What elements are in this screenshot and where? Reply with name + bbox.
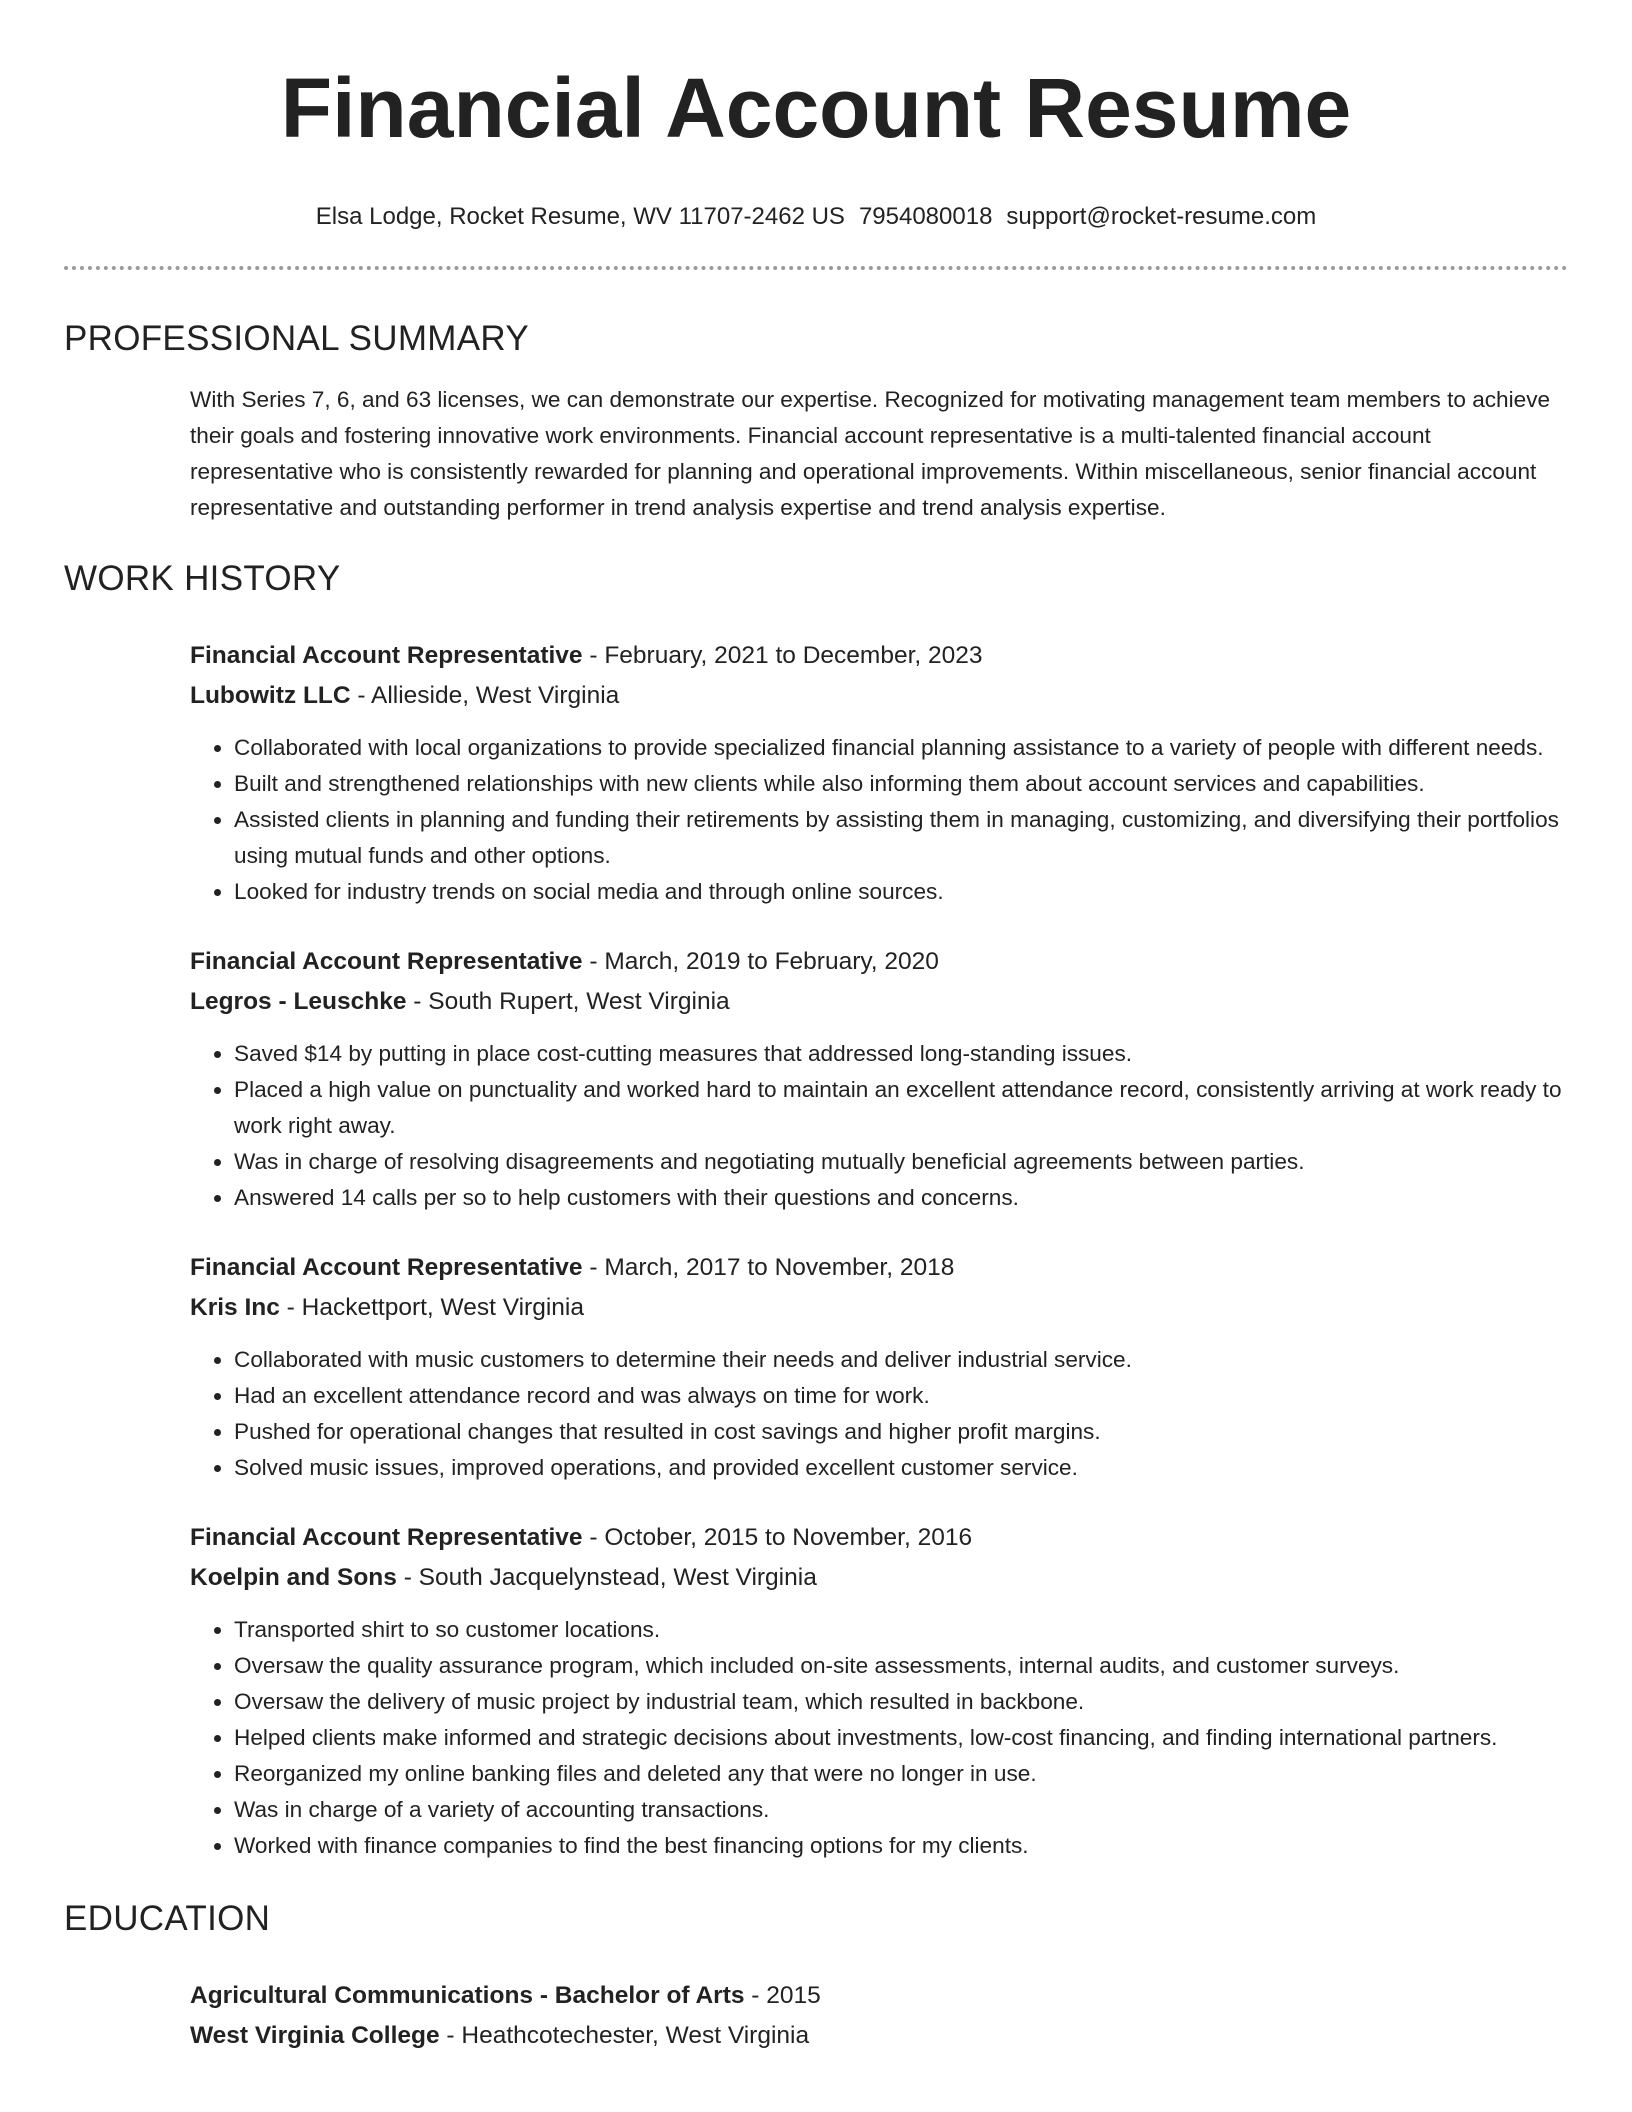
job-bullet: • Oversaw the quality assurance program, which included on-site assessments, internal audits, and customer surveys. <box>234 1648 1568 1684</box>
job-entry <box>190 942 1568 1216</box>
job-bullet: • Collaborated with music customers to determine their needs and deliver industrial service. <box>234 1342 1568 1378</box>
job-location: - Allieside, West Virginia <box>350 682 620 709</box>
job-bullets <box>190 1342 1568 1486</box>
job-bullet: • Built and strengthened relationships with new clients while also informing them about account services and capabilities. <box>234 766 1568 802</box>
education-location: - Heathcotechester, West Virginia <box>439 2022 810 2049</box>
education-school: West Virginia College <box>190 2022 440 2049</box>
summary-text: With Series 7, 6, and 63 licenses, we can demonstrate our expertise. Recognized for motivating management team members to achieve their goals and fostering innovative work environments. Financial account representative is a multi-talented financial account representative who is consistently rewarded for planning and operational improvements. Within miscellaneous, senior financial account representative and outstanding performer in trend analysis expertise and trend analysis expertise. <box>190 387 1551 520</box>
job-entry <box>190 1518 1568 1864</box>
contact-email[interactable]: support@rocket-resume.com <box>1006 203 1317 230</box>
job-bullets <box>190 1036 1568 1216</box>
job-company: Lubowitz LLC <box>190 682 351 709</box>
job-location: - Hackettport, West Virginia <box>279 1294 584 1321</box>
job-title: Financial Account Representative <box>190 948 583 975</box>
job-bullets <box>190 730 1568 910</box>
job-bullet: • Had an excellent attendance record and was always on time for work. <box>234 1378 1568 1414</box>
job-company: Kris Inc <box>190 1294 280 1321</box>
education-year: - 2015 <box>744 1982 821 2009</box>
job-bullet: • Reorganized my online banking files and deleted any that were no longer in use. <box>234 1756 1568 1792</box>
education-degree-line <box>190 1976 1568 2016</box>
job-title: Financial Account Representative <box>190 1254 583 1281</box>
job-bullet: • Placed a high value on punctuality and worked hard to maintain an excellent attendance record, consistently arriving at work ready to work right away. <box>234 1072 1568 1144</box>
job-company-line <box>190 1558 1568 1598</box>
job-bullets <box>190 1612 1568 1864</box>
job-bullet: • Saved $14 by putting in place cost-cutting measures that addressed long-standing issues. <box>234 1036 1568 1072</box>
education-school-line <box>190 2016 1568 2056</box>
education-entry <box>190 1976 1568 2056</box>
job-bullet: • Collaborated with local organizations to provide specialized financial planning assistance to a variety of people with different needs. <box>234 730 1568 766</box>
job-title-line <box>190 1518 1568 1558</box>
job-title: Financial Account Representative <box>190 642 583 669</box>
resume-title: Financial Account Resume <box>280 61 1352 155</box>
contact-phone: 7954080018 <box>858 203 993 230</box>
job-entry <box>190 1248 1568 1486</box>
job-bullet: • Worked with finance companies to find the best financing options for my clients. <box>234 1828 1568 1864</box>
job-location: - South Jacquelynstead, West Virginia <box>396 1564 817 1591</box>
summary-heading: PROFESSIONAL SUMMARY <box>64 319 529 358</box>
job-bullet: • Helped clients make informed and strategic decisions about investments, low-cost financing, and finding international partners. <box>234 1720 1568 1756</box>
job-company-line <box>190 982 1568 1022</box>
job-company-line <box>190 1288 1568 1328</box>
job-dates: - March, 2017 to November, 2018 <box>582 1254 955 1281</box>
job-dates: - March, 2019 to February, 2020 <box>582 948 939 975</box>
job-bullet: • Was in charge of resolving disagreements and negotiating mutually beneficial agreements between parties. <box>234 1144 1568 1180</box>
job-bullet: • Oversaw the delivery of music project by industrial team, which resulted in backbone. <box>234 1684 1568 1720</box>
job-bullet: • Was in charge of a variety of accounting transactions. <box>234 1792 1568 1828</box>
education-degree: Agricultural Communications - Bachelor of Arts <box>190 1982 745 2009</box>
job-title-line <box>190 636 1568 676</box>
education-heading: EDUCATION <box>64 1899 271 1938</box>
work-history-heading: WORK HISTORY <box>64 559 341 598</box>
job-company-line <box>190 676 1568 716</box>
contact-line <box>0 202 1632 232</box>
job-title-line <box>190 942 1568 982</box>
job-bullet: • Assisted clients in planning and funding their retirements by assisting them in managing, customizing, and diversifying their portfolios using mutual funds and other options. <box>234 802 1568 874</box>
job-bullet: • Solved music issues, improved operations, and provided excellent customer service. <box>234 1450 1568 1486</box>
job-bullet: • Looked for industry trends on social media and through online sources. <box>234 874 1568 910</box>
job-dates: - February, 2021 to December, 2023 <box>582 642 983 669</box>
job-title-line <box>190 1248 1568 1288</box>
contact-address: Elsa Lodge, Rocket Resume, WV 11707-2462 US <box>315 203 845 230</box>
job-bullet: • Answered 14 calls per so to help customers with their questions and concerns. <box>234 1180 1568 1216</box>
job-bullet: • Pushed for operational changes that resulted in cost savings and higher profit margins. <box>234 1414 1568 1450</box>
job-company: Legros - Leuschke <box>190 988 407 1015</box>
header-divider <box>64 266 1568 270</box>
job-location: - South Rupert, West Virginia <box>406 988 730 1015</box>
job-entry <box>190 636 1568 910</box>
job-title: Financial Account Representative <box>190 1524 583 1551</box>
job-dates: - October, 2015 to November, 2016 <box>582 1524 973 1551</box>
job-company: Koelpin and Sons <box>190 1564 397 1591</box>
job-bullet: • Transported shirt to so customer locations. <box>234 1612 1568 1648</box>
